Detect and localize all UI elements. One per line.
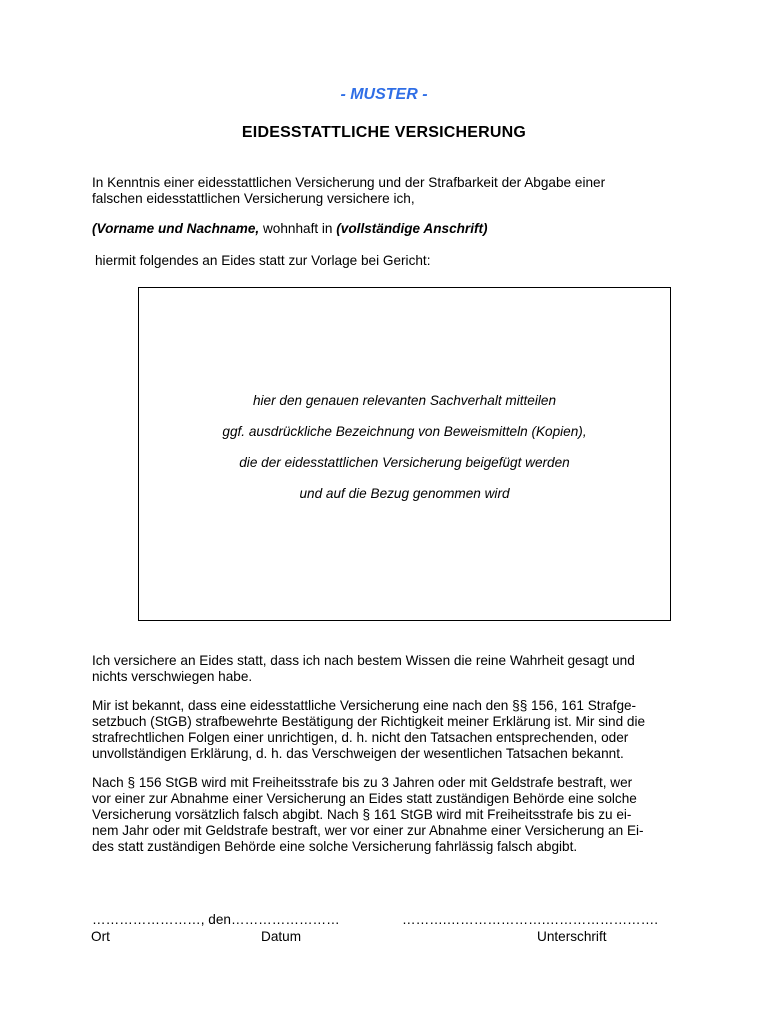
muster-heading: - MUSTER -	[340, 86, 428, 103]
identity-middle-text: wohnhaft in	[259, 221, 337, 236]
declaration-lead: hiermit folgendes an Eides statt zur Vorlage bei Gericht:	[95, 253, 431, 268]
awareness-line-4: unvollständigen Erklärung, d. h. das Verschweigen der wesentlichen Tatsachen bekannt.	[92, 746, 624, 761]
penalties-paragraph	[92, 775, 682, 855]
penalties-line-2: vor einer zur Abnahme einer Versicherung an Eides statt zuständigen Behörde eine solche	[92, 791, 637, 806]
intro-line-2: falschen eidesstattlichen Versicherung versichere ich,	[92, 191, 415, 206]
intro-line-1: In Kenntnis einer eidesstattlichen Versicherung und der Strafbarkeit der Abgabe einer	[92, 175, 606, 190]
statement-hint-1: hier den genauen relevanten Sachverhalt mitteilen	[252, 393, 557, 408]
affirmation-line-1: Ich versichere an Eides statt, dass ich nach bestem Wissen die reine Wahrheit gesagt und	[92, 653, 635, 668]
awareness-paragraph	[92, 698, 682, 762]
statement-hint-3: die der eidesstattlichen Versicherung beigefügt werden	[239, 455, 570, 470]
statement-hint-4: und auf die Bezug genommen wird	[299, 486, 510, 501]
statement-box	[138, 287, 671, 621]
penalties-line-5: des statt zuständigen Behörde eine solche Versicherung fahrlässig falsch abgibt.	[92, 839, 578, 854]
label-ort: Ort	[91, 929, 110, 944]
awareness-line-2: setzbuch (StGB) strafbewehrte Bestätigung der Richtigkeit meiner Erklärung ist. Mir sind die	[92, 714, 646, 729]
statement-hint-2: ggf. ausdrückliche Bezeichnung von Beweismitteln (Kopien),	[222, 424, 587, 439]
awareness-line-3: strafrechtlichen Folgen einer unrichtigen, d. h. nicht den Tatsachen entsprechenden, oder	[92, 730, 629, 745]
penalties-line-3: Versicherung vorsätzlich falsch abgibt. Nach § 161 StGB wird mit Freiheitsstrafe bis zu ei-	[92, 807, 632, 822]
intro-paragraph	[92, 175, 682, 207]
document-title: EIDESSTATTLICHE VERSICHERUNG	[241, 124, 527, 141]
name-placeholder: (Vorname und Nachname,	[92, 221, 260, 236]
affirmation-line-2: nichts verschwiegen habe.	[92, 669, 253, 684]
awareness-line-1: Mir ist bekannt, dass eine eidesstattliche Versicherung eine nach den §§ 156, 161 Strafge-	[92, 698, 637, 713]
address-placeholder: (vollständige Anschrift)	[336, 221, 488, 236]
signature-field: ……….………………….…………………….	[402, 912, 659, 927]
label-unterschrift: Unterschrift	[537, 929, 607, 944]
identity-line	[92, 221, 682, 237]
penalties-line-4: nem Jahr oder mit Geldstrafe bestraft, wer vor einer zur Abnahme einer Versicherung an Ei-	[92, 823, 644, 838]
affirmation-paragraph	[92, 653, 682, 685]
place-date-field: ……………………, den……………………	[92, 912, 340, 927]
penalties-line-1: Nach § 156 StGB wird mit Freiheitsstrafe bis zu 3 Jahren oder mit Geldstrafe bestraft, wer	[92, 775, 633, 790]
label-datum: Datum	[261, 929, 302, 944]
